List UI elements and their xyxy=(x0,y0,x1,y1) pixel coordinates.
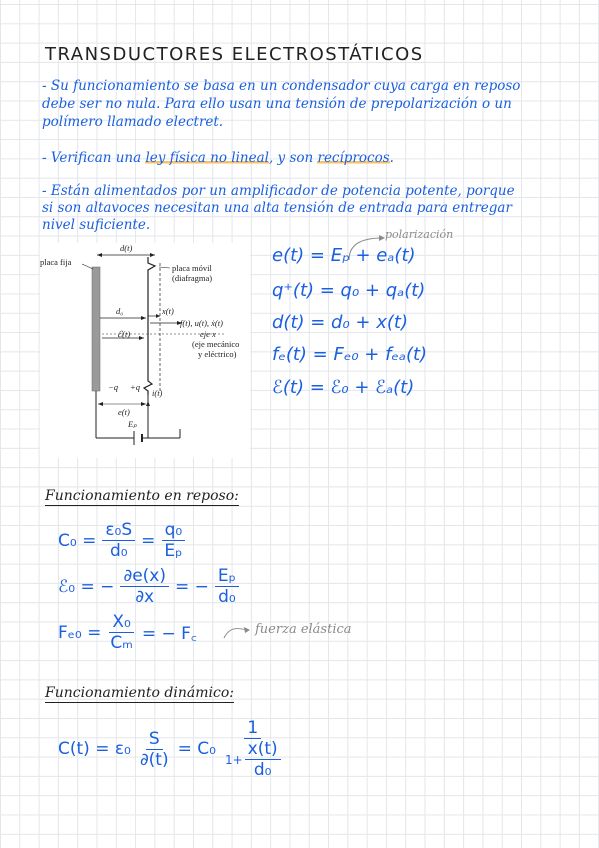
c0-den-2: Eₚ xyxy=(164,541,183,561)
note-polarizacion: polarización xyxy=(385,228,454,241)
fe0-lhs: Fₑ₀ = xyxy=(58,622,102,643)
transducer-diagram xyxy=(40,243,250,458)
e0-lhs: ℰ₀ = − xyxy=(58,576,115,597)
heading-dinamico: Funcionamiento dinámico: xyxy=(45,685,234,701)
eq-charge: q⁺(t) = q₀ + qₐ(t) xyxy=(272,280,426,301)
eq-field: ℰ(t) = ℰ₀ + ℰₐ(t) xyxy=(272,377,415,398)
eq-e0 xyxy=(58,566,239,607)
c0-num-1: ε₀S xyxy=(102,520,135,541)
ct-mid: = C₀ xyxy=(177,739,216,759)
eq-force: fₑ(t) = Fₑ₀ + fₑₐ(t) xyxy=(272,344,428,365)
fe0-frac xyxy=(107,612,135,653)
bullet-2-end: . xyxy=(389,150,394,166)
e0-num-1: ∂e(x) xyxy=(120,566,169,587)
eq-fe0 xyxy=(58,612,197,653)
ct-frac-2 xyxy=(222,718,284,780)
bullet-1-line-1: - Su funcionamiento se basa en un condensador cuya carga en reposo xyxy=(42,78,521,94)
label-e-t: e(t) xyxy=(118,407,130,417)
label-forces: f(t), u(t), ẋ(t) xyxy=(180,318,223,328)
label-minus-q: −q xyxy=(108,382,118,392)
label-i-t: i(t) xyxy=(152,388,163,398)
label-eje-desc-1: (eje mecánico xyxy=(192,339,240,349)
bullet-2-pre: - Verifican una xyxy=(42,150,146,166)
eq-c-t xyxy=(58,718,284,780)
e0-num-2: Eₚ xyxy=(215,566,239,587)
label-x-t: x(t) xyxy=(162,306,174,316)
bullet-1-line-3: polímero llamado electret. xyxy=(42,114,224,130)
eq-distance: d(t) = d₀ + x(t) xyxy=(272,312,408,333)
e0-frac-1 xyxy=(120,566,169,607)
label-d0: d₀ xyxy=(116,306,124,316)
page-title: TRANSDUCTORES ELECTROSTÁTICOS xyxy=(45,44,424,65)
c0-eq: = xyxy=(141,530,156,551)
fe0-num: X₀ xyxy=(109,612,133,633)
ct-den-1: ∂(t) xyxy=(139,749,169,770)
label-e-field: ℰ(t) xyxy=(117,329,131,339)
ct-lhs: C(t) = ε₀ xyxy=(58,739,131,759)
eq-voltage: e(t) = Eₚ + eₐ(t) xyxy=(272,245,416,266)
eq-c0 xyxy=(58,520,185,561)
heading-reposo: Funcionamiento en reposo: xyxy=(45,488,239,504)
fe0-rhs: = − F꜀ xyxy=(141,624,197,644)
bullet-3-line-1: - Están alimentados por un amplificador de potencia potente, porque xyxy=(42,183,515,199)
label-eje-desc-2: y eléctrico) xyxy=(198,349,237,359)
bullet-3-line-2: si son altavoces necesitan una alta tensión de entrada para entregar xyxy=(42,200,512,216)
c0-frac-1 xyxy=(102,520,135,561)
bullet-2-highlight-2: recíprocos xyxy=(317,150,390,166)
e0-frac-2 xyxy=(215,566,239,607)
bullet-1-line-2: debe ser no nula. Para ello usan una tensión de prepolarización o un xyxy=(42,96,512,112)
bullet-3-line-3: nivel suficiente. xyxy=(42,217,151,233)
bullet-2-mid: , y son xyxy=(268,150,318,166)
label-eje-x: eje x xyxy=(200,329,216,339)
label-diafragma: (diafragma) xyxy=(172,273,213,283)
ct-den-2 xyxy=(222,739,284,780)
e0-den-1: ∂x xyxy=(135,587,155,607)
ct-inner-num: x(t) xyxy=(245,739,281,760)
label-ep: Eₚ xyxy=(128,419,137,429)
fuerza-arrow xyxy=(222,622,252,642)
ct-num-1: S xyxy=(146,729,163,750)
label-d-t: d(t) xyxy=(120,243,133,253)
fe0-den: Cₘ xyxy=(110,633,133,653)
c0-den-1: d₀ xyxy=(109,541,128,561)
ct-den-2-pre: 1+ xyxy=(224,752,243,767)
note-fuerza-elastica: fuerza elástica xyxy=(255,622,352,637)
bullet-2-highlight-1: ley física no lineal xyxy=(145,150,269,166)
ct-inner-den: d₀ xyxy=(253,760,272,780)
e0-mid: = − xyxy=(174,576,209,597)
c0-lhs: C₀ = xyxy=(58,530,97,551)
label-plus-q: +q xyxy=(130,382,140,392)
ct-inner-frac xyxy=(245,739,281,780)
ct-num-2: 1 xyxy=(244,718,261,739)
bullet-2 xyxy=(42,150,394,167)
e0-den-2: d₀ xyxy=(218,587,236,607)
c0-frac-2 xyxy=(161,520,185,561)
label-placa-fija: placa fija xyxy=(40,257,72,267)
label-placa-movil: placa móvil xyxy=(172,263,212,273)
c0-num-2: q₀ xyxy=(162,520,186,541)
ct-frac-1 xyxy=(137,729,172,770)
